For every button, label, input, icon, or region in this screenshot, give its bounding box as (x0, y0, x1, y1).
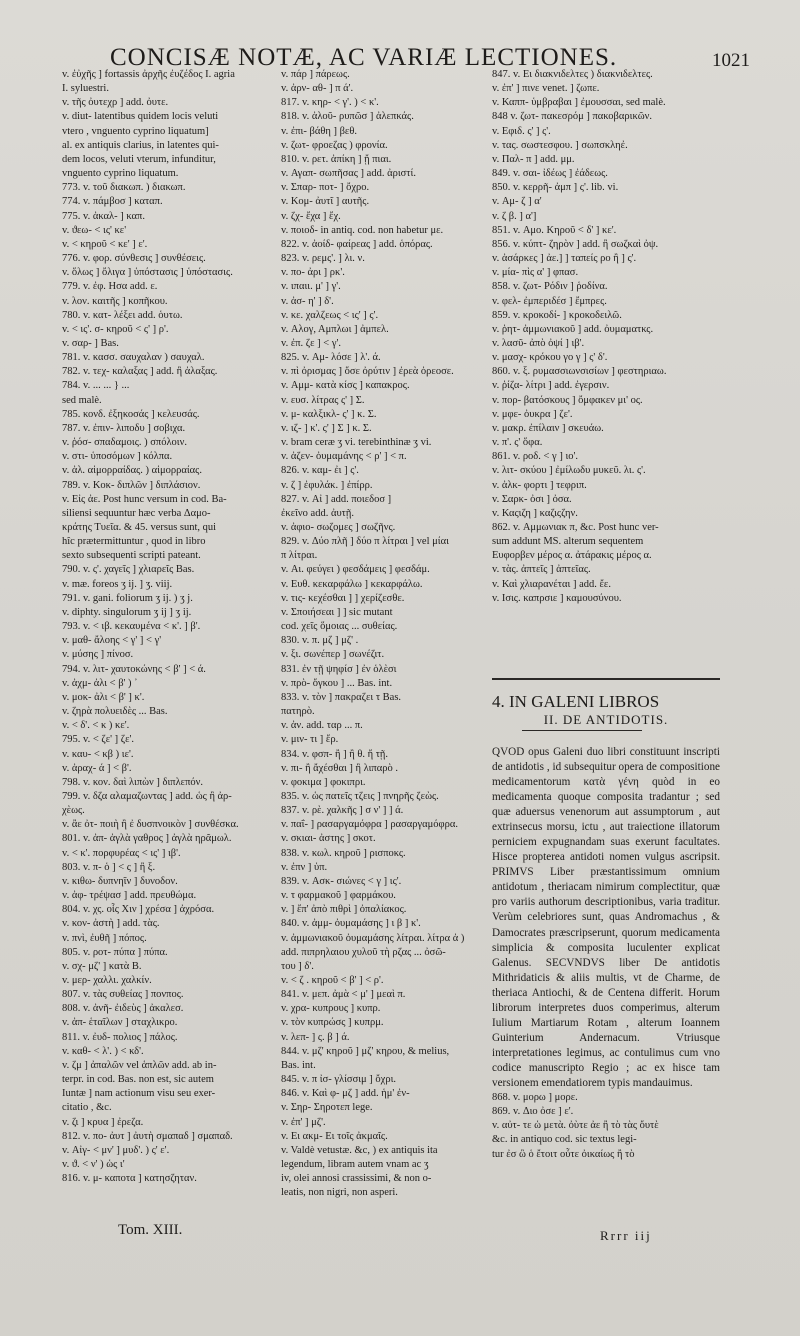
note-line: 830. v. π. μζ ] μζ' . (281, 635, 359, 647)
note-line: v. ζι ] κρυα ] ἐρεζα. (62, 1116, 144, 1128)
section-rule (492, 678, 720, 680)
note-line: v. π'. ς' ὅφα. (492, 437, 543, 449)
note-line: 817. v. κηρ- < γ'. ) < κ'. (281, 97, 379, 109)
column-right (492, 68, 720, 1162)
note-line: v. Αἰγ- < μν' ] μυδ'. ) ς' ε'. (62, 1144, 170, 1156)
note-line: siliensi sequuntur hæc verba Δαμο- (62, 507, 211, 519)
note-line: v. Σποιήσεαι ] ] sic mutant (281, 606, 393, 618)
note-line: Iuntæ ] nam actionum visu seu exer- (62, 1088, 216, 1100)
note-line: v. < ζ . κηροῦ < β' ] < ρ'. (281, 975, 384, 986)
note-line: v. ιζ- ] κ'. ς' ] Σ ] κ. Σ. (281, 422, 372, 434)
note-line: v. Σαρκ- ὀσι ] ὀσα. (492, 493, 572, 505)
section-prose: QVOD opus Galeni duo libri constituunt inscripti de antidotis , id subsequitur opera de compositione medicamentorum κατὰ γένη quòd in eo medicamenta quoque composita tradantur ; sed quæ aduersus venenorum aut assumptorum , aut extrinsecus morsu, ictu , aut traiectione illatorum perniciem expugnandam suas exerunt facultates. Hisce propterea antidoti nomen vulgus ascripsit. PRIMVS Liber præstantissimum omnium antidotum , theriacam nimirum complectitur, quæ pro variis authorum descriptionibus, varia traditur. Verùm celebriores sunt, quas Andromachus , & Damocrates præscripserunt, quorum medicamenta simplicia & composita luculenter explicat Galenus. SECVNDVS liber De antidotis Mithridaticis & aliis multis, vt de Charme, de theriaca Antiochi, & de Centena differit. Horum librorum interpretes duos comperimus, alterum Iulium Martiarum Rotam , alterum Ioannem Guinterium Andernacum. Vtriusque interpretationes legimus, ac contulimus cum vno codice manuscripto Regio ; ac ex hisce tam versionem emendatiorem typis mandauimus. (492, 745, 720, 1089)
note-line: v. μύσης ] πίνοσ. (62, 649, 134, 661)
note-line: v. diut- latentibus quidem locis veluti (62, 111, 219, 123)
note-line: v. σχ- μζ' ] κατὰ Β. (62, 960, 142, 972)
note-line: v. ιπαιι. μ' ] γ'. (281, 281, 341, 293)
note-line: v. ϑ. < ν' ) ὡς ι' (62, 1159, 125, 1171)
note-line: 868. v. μορω ] μορε. (492, 1092, 578, 1104)
note-line: sed malè. (62, 394, 102, 406)
note-line: dem locos, veluti vterum, infunditur, (62, 153, 216, 165)
note-line: v. < κηροῦ < κε' ] ε'. (62, 238, 148, 250)
note-line: 837. v. ρὲ. χαλκῆς ] σ ν' ] ] ά. (281, 805, 404, 817)
note-line: v. ῥόσ- σπαδαμοις. ) σπόλοιν. (62, 437, 187, 449)
note-line: v. Εἰς ἀε. Post hunc versum in cod. Ba- (62, 493, 227, 505)
note-line: v. πρὸ- ὄγκου ] ... Bas. int. (281, 677, 393, 689)
note-line: v. χρα- κυπρους ] κυπρ. (281, 1003, 381, 1015)
note-line: v. τὸν κυπρώσς ] κυπρμ. (281, 1017, 384, 1029)
note-line: 844. v. μζ' κηροῦ ] μζ' κηρου, & melius, (281, 1045, 450, 1057)
note-line: 831. ἐν τῇ ψηφίσ ] ἐν ὁλὲσι (281, 663, 397, 675)
note-line: v. σαρ- ] Bas. (62, 337, 119, 349)
running-header: CONCISÆ NOTÆ, AC VARIÆ LECTIONES. (110, 44, 618, 71)
note-line: v. σκιαι- ἀστης ] σκοτ. (281, 833, 376, 845)
note-line: 785. κονδ. ἐξηκοσάς ] κελευσάς. (62, 408, 200, 420)
note-line: 798. v. κον. δαὶ λιπὼν ] διπλεπόν. (62, 776, 204, 788)
column-left (62, 68, 280, 1186)
note-line: v. τ φαρμακοῦ ] φαρμάκου. (281, 890, 396, 902)
note-line: 793. v. < ιβ. κεκαυμένα < κ'. ] β'. (62, 621, 201, 633)
note-line: 776. v. φορ. σύνθεσις ] συνθέσεις. (62, 253, 206, 265)
note-line: v. Αλογ, Αμπλωι ] ἀμπελ. (281, 323, 389, 335)
note-line: 773. v. τοῦ διακωπ. ) διακωπ. (62, 182, 186, 194)
note-line: 825. v. Αμ- λόσε ] λ'. ά. (281, 352, 381, 364)
note-line: 804. v. χς. οἷς Χιν ] χρέσα ] ἀχρόσα. (62, 904, 215, 916)
note-line: v. Ει ακμ- Ει τοῖς ἀκμαῖς. (281, 1130, 388, 1142)
note-line: v. παΐ- ] ρασαργαμόφρα ] ρασαργαμόφρα. (281, 819, 458, 831)
note-line: v. πὶ ὀρισμας ] ὅσε ὀρύτιν ] ἐρεὰ ὀρεοσε. (281, 366, 454, 378)
note-line: v. μφε- ὀυκρα ] ζε'. (492, 408, 573, 420)
note-line: v. ἀλ. αἱμορραίδας. ) αἱμορραίας. (62, 465, 202, 477)
note-line: 812. v. πο- ἀυτ ] ἀυτὴ σμαπαδ ] σμαπαδ. (62, 1130, 233, 1142)
note-line: v. κιθω- δυπνηῖν ] δυνοδον. (62, 875, 178, 887)
note-line: 795. v. < ζε' ] ζε'. (62, 734, 135, 746)
note-line: v. ζμ ] ἀπαλῶν vel ἁπλῶν add. ab in- (62, 1059, 217, 1071)
note-line: v. Καςιζη ] καζιςζην. (492, 507, 578, 519)
note-line: v. Αμμ- κατὰ κίσς ] καπακρος. (281, 380, 410, 392)
note-line: v. Αμ- ζ ] α' (492, 196, 542, 208)
note-line: v. ῥίζα- λίτρι ] add. ἐγερσιν. (492, 380, 610, 392)
note-line: 818. v. ἀλοῦ- ρυπῶσ ] ἀλεπκάς. (281, 111, 414, 123)
note-line: v. ἐπι- βάθη ] βεθ. (281, 125, 357, 137)
note-line: v. Σπαρ- ποτ- ] ὄχρο. (281, 182, 370, 194)
note-line: v. φελ- ἐμπεριδέσ ] ἔμπρες. (492, 295, 607, 307)
note-line: vtero , vnguento cyprino liquatum] (62, 125, 209, 137)
note-line: v. τας. σωστεσφου. ] σωπσκληἐ. (492, 139, 628, 151)
note-line: v. καυ- < κβ ) ιε'. (62, 748, 134, 760)
note-line: 849. v. σαι- ἰδέως ] ἐάδεως. (492, 168, 608, 180)
note-line: 784. v. ... ... } ... (62, 380, 130, 392)
note-line: v. Ισις. καπρσιε ] καμουσύνου. (492, 592, 622, 604)
note-line: v. ἀν. add. ταρ ... π. (281, 720, 363, 732)
note-line: 839. v. Ασκ- σιώνες < γ ] ις'. (281, 875, 402, 887)
note-line: v. μοκ- ἀλι < β' ] κ'. (62, 691, 145, 703)
note-line: 801. v. ἀπ- ἀγλὰ γαθρος ] ἀγλὰ ηρᾶμωλ. (62, 833, 232, 845)
note-line: v. ῥητ- ἀμμωνιακοῦ ] add. ὀυμαματκς. (492, 323, 654, 335)
note-line: v. μακρ. ἐπίλαιν ] σκευάω. (492, 422, 604, 434)
note-line: 841. v. μεπ. ἀμὰ < μ' ] μεαὶ π. (281, 989, 406, 1001)
note-line: v. ἀσάρκες ] ἀε.] ] ταπείς ρο ἢ ] ς'. (492, 253, 637, 265)
note-line: v. ἐπ' ] πινε venet. ] ζωπε. (492, 83, 600, 95)
note-line: v. Valdè vetustæ. &c, ) ex antiquis ita (281, 1144, 438, 1156)
note-line: v. ξι. σωνέπερ ] σωνέζιτ. (281, 649, 385, 661)
note-line: v. ἐὐχῆς ] fortassis ἀρχῆς ἐυζέδος I. agria (62, 69, 235, 80)
note-line: 803. v. π- ὁ ] < ς ] ἢ ξ. (62, 861, 156, 873)
note-line: vnguento cyprino liquatum. (62, 168, 179, 180)
volume-footer: Tom. XIII. (118, 1222, 183, 1238)
note-line: 846. v. Καὶ φ- μζ ] add. ἡμ' ἐν- (281, 1088, 410, 1100)
note-line: 869. v. Διο ὀσε ] ε'. (492, 1106, 574, 1118)
note-line: v. ευσ. λίτρας ς' ] Σ. (281, 394, 365, 406)
right-column-notes (492, 68, 720, 606)
note-line: sum addunt MS. alterum sequentem (492, 536, 644, 548)
note-line: v. Αγαπ- σωπῆσας ] add. ἀριστί. (281, 168, 416, 180)
note-line: 805. v. ροτ- πύπα ] πύπα. (62, 946, 168, 958)
note-line: 858. v. ζωτ- Ρόδιν ] ῥοδίνα. (492, 281, 608, 293)
note-line: legendum, libram autem vnam ac ʒ (281, 1159, 429, 1171)
note-line: 787. v. ἐπιν- λιποδυ ] σοβιχα. (62, 422, 186, 434)
note-line: v. πάρ ] πάρεως. (281, 69, 350, 80)
note-line: v. λον. καιτῆς ] κοπῆκου. (62, 295, 168, 307)
note-line: v. < ις'. σ- κηροῦ < ς' ] ρ'. (62, 323, 169, 335)
note-line: 845. v. π ἰσ- γλίσσιμ ] ὄχρι. (281, 1074, 397, 1086)
note-line: v. μερ- χαλλι. χαλκίν. (62, 975, 152, 986)
note-line: 816. v. μ- καποτα ] κατησζηταν. (62, 1173, 197, 1185)
note-line: ἐκεῖνο add. ἀυτῇ. (281, 507, 355, 519)
note-line: citatio , &c. (62, 1102, 112, 1114)
note-line: πατηρὸ. (281, 706, 315, 718)
note-line: v. ζηρὰ πολυειδὲς ... Bas. (62, 706, 168, 718)
note-line: v. αὐτ- τε ὡ μετὰ. ὀὺτε ἀε ἢ τὸ τὰς ὄυτὲ (492, 1120, 659, 1132)
note-line: v. ἀραχ- ά ] < β'. (62, 762, 132, 774)
section-underline (522, 730, 642, 731)
note-line: v. πορ- βατόσκους ] ὄμφακεν μι' ος. (492, 394, 643, 406)
note-line: v. τῆς ὀυτεχρ ] add. ὀυτε. (62, 97, 169, 109)
note-line: 826. v. καμ- ἐι ] ς'. (281, 465, 359, 477)
note-line: v. ἀπ- ἑταῖλων ] σταχλικρο. (62, 1017, 178, 1029)
note-line: v. κε. χαλζεως < ις' ] ς'. (281, 309, 379, 321)
note-line: v. ] ἔπ' ἀπὸ πιθρὶ ] ὀπαλίακος. (281, 904, 407, 916)
note-line: 794. v. λιτ- χαυτοκώνης < β' ] < ά. (62, 663, 206, 675)
note-line: 774. v. πάμβοσ ] καταπ. (62, 196, 163, 208)
note-line: v. ἀμμωνιακοῦ ὀυμαμάσης λίτραι. λίτρα ἀ ) (281, 932, 465, 944)
note-line: v. mæ. foreos ʒ ij. ] ʒ. viij. (62, 578, 173, 590)
note-line: Bas. int. (281, 1059, 316, 1071)
section-subtitle: II. DE ANTIDOTIS. (543, 711, 669, 727)
note-line: 838. v. κωλ. κηροῦ ] ρισποκς. (281, 847, 406, 859)
note-line: 840. v. ἀμμ- ὀυμαμάσης ] ι β ] κ'. (281, 918, 421, 930)
note-line: 808. v. ἀνῆ- ἐιδεὺς ] ἀκαλεσ. (62, 1003, 184, 1015)
note-line: 822. v. ἀοίδ- φαίρεας ] add. ὁπόρας. (281, 238, 433, 250)
note-line: v. ἐπ. ζε ] < γ'. (281, 337, 341, 349)
note-line: v. Κομ- ἀυτῖ ] αυτῆς. (281, 196, 370, 208)
note-line: 851. v. Αμο. Κηροῦ < δ' ] κε'. (492, 224, 617, 236)
note-line: iv, olei annosi crassissimi, & non o- (281, 1173, 432, 1185)
note-line: 823. v. ρεμς'. ] λι. ν. (281, 253, 365, 265)
note-line: v. Αι. φεύγει ) φεσδάμεις ] φεσδάμ. (281, 564, 430, 576)
note-line: v. ἀσ- η' ] δ'. (281, 295, 334, 307)
note-line: v. < κ'. πορφυρέας < ις' ] ιβ'. (62, 847, 181, 859)
note-line: v. μαθ- ἄλοης < γ' ] < γ' (62, 635, 162, 647)
note-line: v. λεπ- ] ς. β ] ά. (281, 1031, 350, 1043)
note-line: 810. v. ρετ. ἀπίκη ] ᾔ πιαι. (281, 153, 392, 165)
note-line: 807. v. τὰς συθείας ] πονπος. (62, 989, 184, 1001)
note-line: π λίτραι. (281, 550, 318, 562)
note-line: v. καθ- < λ'. ) < κδ'. (62, 1045, 144, 1057)
note-line: v. ὅλως ] ὄλιγα ] ὑπόστασις ] ὑπόστασις. (62, 267, 233, 279)
note-line: 791. v. gani. foliorum ʒ ij. ) ʒ j. (62, 592, 193, 604)
note-line: v. Καππ- ὑμβραβαι ] ἐμουσσαι, sed malè. (492, 97, 666, 109)
note-line: v. λασῦ- ἀπὸ ὀψί ] ιβ'. (492, 337, 585, 349)
note-line: v. ἀφιο- σωζομες ] σωζῆνς. (281, 522, 396, 533)
note-line: v. ϑεω- < ις' κε' (62, 224, 127, 236)
note-line: χὲως. (62, 805, 85, 817)
note-line: 862. v. Αμμωνιακ π, &c. Post hunc ver- (492, 522, 659, 533)
note-line: v. μιν- τι ] ἔρ. (281, 734, 339, 746)
note-line: 850. v. κερρῆ- ἀμπ ] ς'. lib. vi. (492, 182, 619, 194)
note-line: v. Καὶ χλιαρανέται ] add. ἔε. (492, 578, 611, 590)
note-line: v. ἐπ' ] μζ'. (281, 1116, 326, 1128)
note-line: 847. v. Ει διακνιδελτες ) διακνιδελτες. (492, 69, 653, 80)
note-line: v. ζωτ- φροεζας ) φρονία. (281, 139, 388, 151)
note-line: Ευφορβεν μέρος α. ἀτάρακις μέρος α. (492, 550, 652, 562)
right-column-after-notes (492, 1091, 720, 1162)
note-line: v. ἐπν ] ὑπ. (281, 861, 328, 873)
note-line: 789. v. Κοκ- διπλῶν ] διπλάσιον. (62, 479, 201, 491)
note-line: v. ἀρν- αθ- ] π ά'. (281, 83, 354, 95)
note-line: 848 v. ζωτ- πακεσρόμ ] πακοβαρικῶν. (492, 111, 653, 123)
note-line: 859. v. κροκοδί- ] κροκοδειλῶ. (492, 309, 622, 321)
note-line: v. ἂε ὀτ- ποιὴ ἢ ἐ δυσπνοικὸν ] συνθέσκα. (62, 819, 239, 831)
note-line: v. κον- ἀστὴ ] add. τὰς. (62, 918, 160, 930)
note-line: v. μία- πὶς α' ] φπασ. (492, 267, 579, 279)
note-line: v. φοκιμα ] φοκιπρι. (281, 776, 366, 788)
note-line: v. Εφιδ. ς' ] ς'. (492, 125, 551, 137)
note-line: 827. v. Αἰ ] add. ποιεδοσ ] (281, 493, 392, 505)
note-line: v. Ευθ. κεκαρφάλω ] κεκαρφάλω. (281, 578, 423, 590)
note-line: v. ἀφ- τρέψασ ] add. πρευθώμα. (62, 890, 197, 902)
note-line: add. πιπρηλαιου χυλοῦ τὴ ρζας ... ὀσῶ- (281, 946, 446, 958)
note-line: v. λιτ- σκύου ] ἐμίλωδυ μυκεῦ. λι. ς'. (492, 465, 646, 477)
note-line: v. ζ β. ] α'] (492, 210, 537, 222)
note-line: κράτης Τυεῖα. & 45. versus sunt, qui (62, 522, 217, 533)
note-line: v. πο- ἀρι ] ρκ'. (281, 267, 345, 279)
note-line: 779. v. ἐφ. Ησα add. ε. (62, 281, 158, 293)
note-line: v. diphty. singulorum ʒ ij ] ʒ ij. (62, 606, 192, 618)
note-line: 782. v. τεχ- καλαξας ] add. ἢ ἀλαξας. (62, 366, 218, 378)
note-line: I. syluestri. (62, 83, 109, 95)
note-line: v. πι- ἢ ἄχέσθαι ] ἢ λιπαρὸ . (281, 762, 398, 774)
note-line: v. Σηρ- Σηροτεπ lege. (281, 1102, 373, 1114)
note-line: v. ποιοδ- in antiq. cod. non habetur με. (281, 224, 444, 236)
note-line: 790. v. ς'. χαγεῖς ] χλιαρεῖς Bas. (62, 564, 195, 576)
note-line: 861. v. ροδ. < γ ] ιο'. (492, 451, 579, 463)
signature-mark: Rrrr iij (600, 1228, 652, 1243)
note-line: v. τὰς. ἀπτεῖς ] ἀπτεῖας. (492, 564, 591, 576)
note-line: v. ἀχμ- ἀλι < β' ) ᾽ (62, 677, 138, 689)
note-line: sexto subsequenti scripti pateant. (62, 550, 201, 562)
note-line: v. < δ'. < κ ) κε'. (62, 720, 130, 732)
note-line: hîc prætermittuntur , quod in libro (62, 536, 206, 548)
note-line: v. bram ceræ ʒ vi. terebinthinæ ʒ vi. (281, 437, 432, 449)
note-line: &c. in antiquo cod. sic textus legi- (492, 1134, 637, 1146)
note-line: v. ζ ] ἐφυλάκ. ] ἐπίρρ. (281, 479, 373, 491)
note-line: του ] δ'. (281, 960, 314, 972)
note-line: v. ἀζεν- ὀυμαμάνης < ρ' ] < π. (281, 451, 407, 463)
note-line: v. πνὶ, ἐυθῆ ] πόπος. (62, 932, 147, 944)
note-line: 834. v. φσπ- ἢ ] ἢ θ. ἤ τῇ. (281, 748, 389, 760)
note-line: tur ἐσ ὢ ὁ ἔτοιτ οὖτε ὀικαίως ἢ τὸ (492, 1148, 635, 1160)
note-line: 780. v. κατ- λέξει add. ὁυτω. (62, 309, 183, 321)
note-line: 860. v. ξ. ρυμασσιωνσισίων ] φεστηριαω. (492, 366, 667, 378)
note-line: 799. v. δζα αλαμαζωντας ] add. ὡς ἢ ἀρ- (62, 790, 232, 802)
note-line: 856. v. κύπτ- ζηρὸν ] add. ἢ σωζκαὶ ὀψ. (492, 238, 659, 250)
note-line: terpr. in cod. Bas. non est, sic autem (62, 1074, 214, 1086)
column-middle (281, 68, 487, 1201)
note-line: cod. χεῖς ὅμοιας ... συθείας. (281, 621, 398, 633)
note-line: 811. v. ἐυδ- πολιος ] πάλος. (62, 1031, 178, 1043)
page-number: 1021 (712, 50, 750, 71)
note-line: leatis, non nigri, non asperi. (281, 1187, 398, 1199)
note-line: v. Παλ- π ] add. μμ. (492, 153, 575, 165)
note-line: v. στι- ὑποσόμων ] κόλπα. (62, 451, 173, 463)
note-line: v. ἀλκ- φορτι ] τεφριπ. (492, 479, 587, 491)
section-title: 4. IN GALENI LIBROS (492, 691, 660, 711)
note-line: v. μ- καλξικλ- ς' ] κ. Σ. (281, 408, 377, 420)
note-line: 829. v. Δύο πλῆ ] δύο π λίτραι ] vel μίαι (281, 536, 449, 548)
note-line: 833. v. τὸν ] πακραζει τ Bas. (281, 691, 402, 703)
note-line: v. μασχ- κρόκου γο γ ] ς' δ'. (492, 352, 608, 364)
note-line: al. ex antiquis clarius, in latentes qui- (62, 139, 219, 151)
note-line: v. τις- κεχέσθαι ] ] χερίζεσθε. (281, 592, 405, 604)
note-line: 781. v. κασσ. σαυχαλαν ) σαυχαλ. (62, 352, 205, 364)
note-line: 835. v. ὡς πατεῖς τζεις ] πνηρῆς ζεὼς. (281, 790, 439, 802)
note-line: v. ζχ- ἔχα ] ἔχ. (281, 210, 341, 222)
note-line: 775. v. ἀκαλ- ] καπ. (62, 210, 145, 222)
